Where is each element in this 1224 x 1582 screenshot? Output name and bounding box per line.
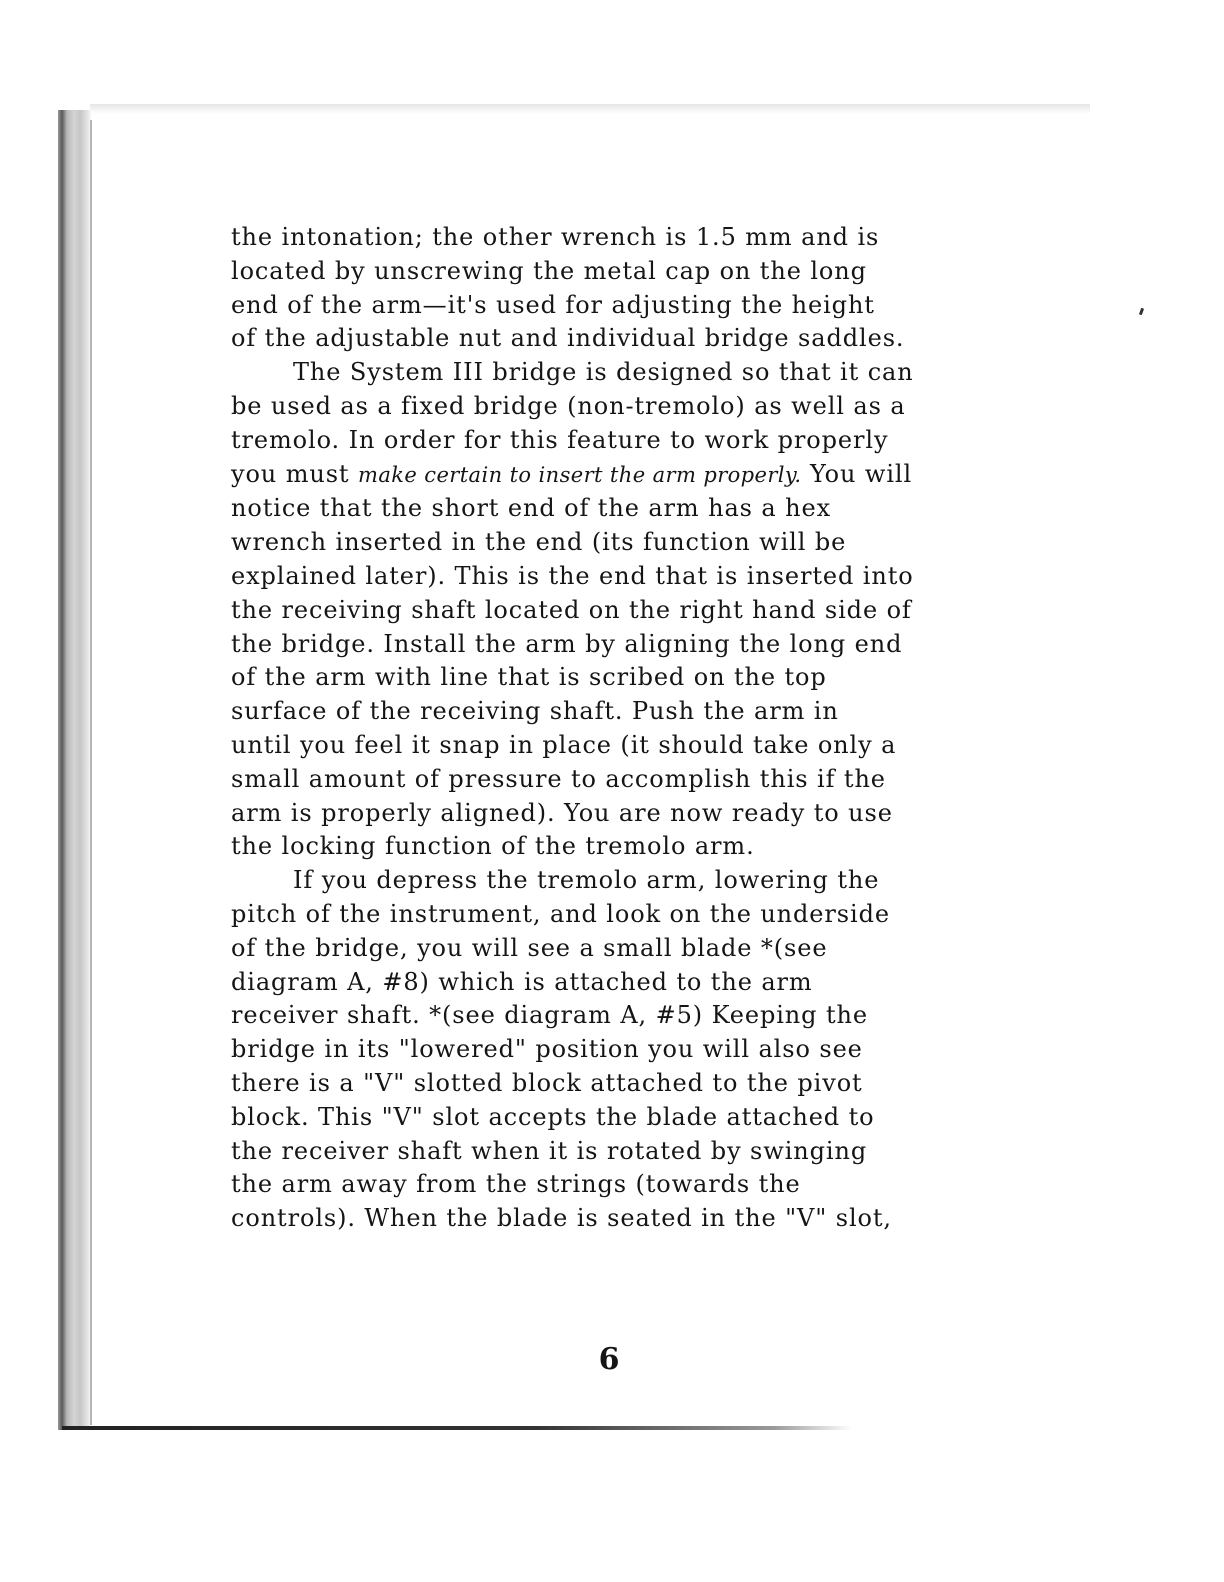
page-binding-edge	[58, 110, 92, 1430]
text-line: notice that the short end of the arm has a hex	[231, 494, 832, 523]
text-line-with-emphasis	[231, 458, 1001, 493]
text-line: the locking function of the tremolo arm.	[231, 832, 755, 861]
text-line: diagram A, #8) which is attached to the arm	[231, 967, 813, 996]
text-line: pitch of the instrument, and look on the underside	[231, 899, 890, 928]
body-text	[231, 221, 1001, 1236]
page-edge-line	[90, 120, 92, 1425]
text-line: surface of the receiving shaft. Push the arm in	[231, 697, 839, 726]
text-line: located by unscrewing the metal cap on the long	[231, 256, 867, 285]
text-segment: You will	[809, 459, 913, 488]
scan-speck	[1139, 308, 1144, 316]
text-line: of the bridge, you will see a small blade *(see	[231, 933, 828, 962]
paragraph-start-line: The System III bridge is designed so that it can	[293, 358, 914, 387]
text-line: of the adjustable nut and individual bridge saddles.	[231, 324, 905, 353]
page-number: 6	[598, 1342, 620, 1377]
text-line: wrench inserted in the end (its function will be	[231, 528, 847, 557]
text-segment: you must	[231, 459, 350, 488]
text-line: controls). When the blade is seated in the "V" slot,	[231, 1204, 892, 1233]
text-line: there is a "V" slotted block attached to the pivot	[231, 1068, 863, 1097]
text-line: the arm away from the strings (towards the	[231, 1170, 801, 1199]
text-line: the receiver shaft when it is rotated by swinging	[231, 1136, 868, 1165]
paragraph-start-line: If you depress the tremolo arm, lowering the	[293, 866, 880, 895]
text-line: tremolo. In order for this feature to work properly	[231, 425, 889, 454]
text-line: the intonation; the other wrench is 1.5 mm and is	[231, 223, 880, 251]
text-line: receiver shaft. *(see diagram A, #5) Keeping the	[231, 1001, 868, 1030]
text-line: explained later). This is the end that is inserted into	[231, 561, 914, 590]
page-top-shadow	[90, 104, 1090, 114]
text-line: the receiving shaft located on the right hand side of	[231, 595, 912, 624]
text-line: until you feel it snap in place (it should take only a	[231, 730, 897, 759]
text-line: be used as a fixed bridge (non-tremolo) as well as a	[231, 391, 906, 420]
italic-emphasis: make certain to insert the arm properly.	[358, 462, 802, 487]
text-line: arm is properly aligned). You are now ready to use	[231, 798, 893, 827]
text-line: block. This "V" slot accepts the blade attached to	[231, 1102, 875, 1131]
text-line: the bridge. Install the arm by aligning the long end	[231, 629, 903, 658]
text-line: bridge in its "lowered" position you will also see	[231, 1035, 863, 1064]
text-line: end of the arm—it's used for adjusting the height	[231, 290, 875, 319]
text-line: small amount of pressure to accomplish this if the	[231, 764, 886, 793]
text-line: of the arm with line that is scribed on the top	[231, 663, 827, 692]
page-bottom-edge	[62, 1426, 852, 1430]
